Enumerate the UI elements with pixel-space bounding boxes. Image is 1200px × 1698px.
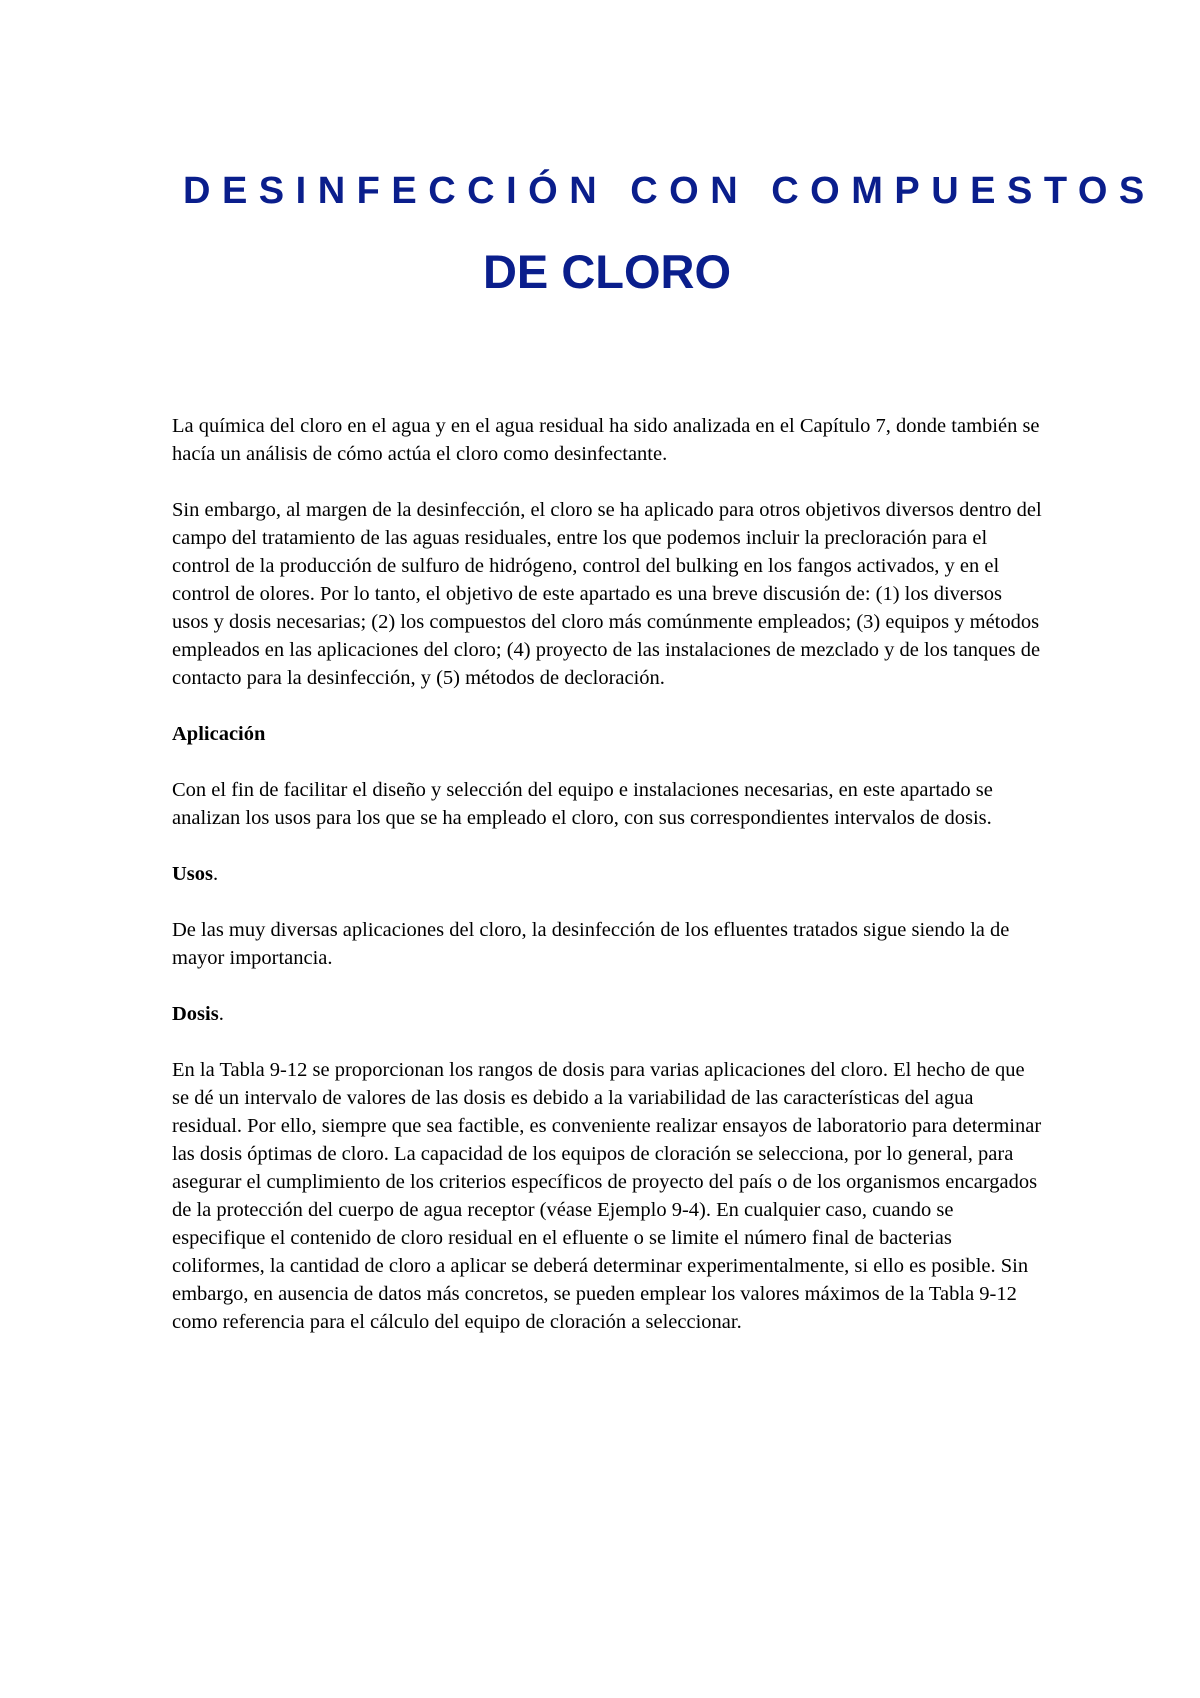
document-title-line-1: DESINFECCIÓN CON COMPUESTOS [183,170,1156,212]
section-heading-dosis-period: . [218,1003,224,1025]
section-heading-usos: Usos [172,863,214,885]
paragraph-usos: De las muy diversas aplicaciones del cloro, la desinfección de los efluentes tratados sigue siendo la de mayor importancia. [172,919,1010,969]
section-heading-dosis-line [172,1000,1042,1028]
document-body [172,412,1042,1364]
section-heading-dosis: Dosis [172,1003,219,1025]
section-heading-usos-period: . [213,863,219,885]
section-heading-usos-line [172,860,1042,888]
paragraph-intro: La química del cloro en el agua y en el agua residual ha sido analizada en el Capítulo 7, donde también se hacía un análisis de cómo actúa el cloro como desinfectante. [172,415,1040,465]
paragraph-aplicacion: Con el fin de facilitar el diseño y selección del equipo e instalaciones necesarias, en este apartado se analizan los usos para los que se ha empleado el cloro, con sus correspondientes intervalos de dosis. [172,779,993,829]
paragraph-objectives: Sin embargo, al margen de la desinfección, el cloro se ha aplicado para otros objetivos diversos dentro del campo del tratamiento de las aguas residuales, entre los que podemos incluir la precloración para el control de la producción de sulfuro de hidrógeno, control del bulking en los fangos activados, y en el control de olores. Por lo tanto, el objetivo de este apartado es una breve discusión de: (1) los diversos usos y dosis necesarias; (2) los compuestos del cloro más comúnmente empleados; (3) equipos y métodos empleados en las aplicaciones del cloro; (4) proyecto de las instalaciones de mezclado y de los tanques de contacto para la desinfección, y (5) métodos de decloración. [172,499,1042,689]
document-title-line-2: DE CLORO [482,245,732,298]
section-heading-aplicacion: Aplicación [172,723,266,745]
paragraph-dosis: En la Tabla 9-12 se proporcionan los rangos de dosis para varias aplicaciones del cloro. El hecho de que se dé un intervalo de valores de las dosis es debido a la variabilidad de las características del agua residual. Por ello, siempre que sea factible, es conveniente realizar ensayos de laboratorio para determinar las dosis óptimas de cloro. La capacidad de los equipos de cloración se selecciona, por lo general, para asegurar el cumplimiento de los criterios específicos de proyecto del país o de los organismos encargados de la protección del cuerpo de agua receptor (véase Ejemplo 9-4). En cualquier caso, cuando se especifique el contenido de cloro residual en el efluente o se limite el número final de bacterias coliformes, la cantidad de cloro a aplicar se deberá determinar experimentalmente, si ello es posible. Sin embargo, en ausencia de datos más concretos, se pueden emplear los valores máximos de la Tabla 9-12 como referencia para el cálculo del equipo de cloración a seleccionar. [172,1059,1042,1333]
